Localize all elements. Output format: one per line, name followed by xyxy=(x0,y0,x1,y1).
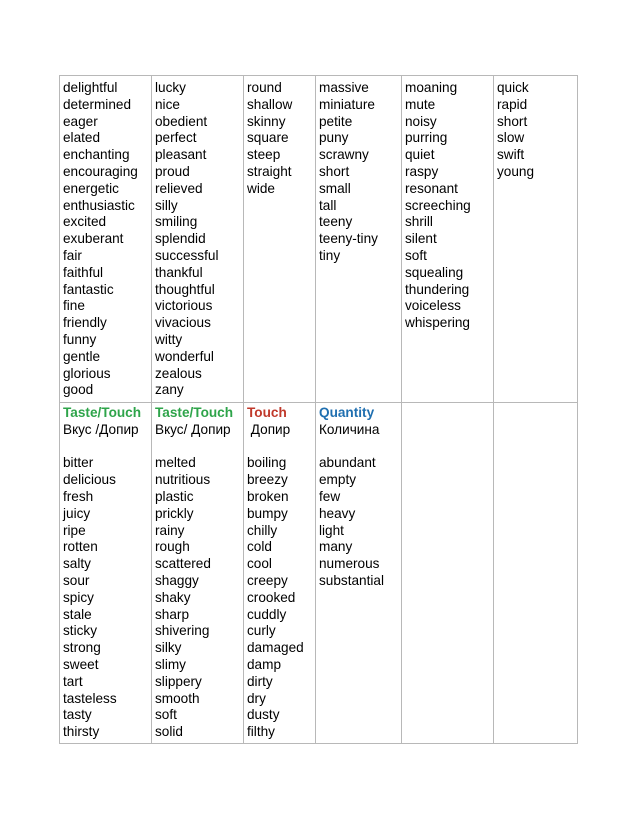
word: creepy xyxy=(247,572,288,588)
word: smiling xyxy=(155,214,198,230)
column-header: Quantity xyxy=(319,405,375,420)
word: many xyxy=(319,539,353,555)
word: faithful xyxy=(63,264,104,280)
word: short xyxy=(319,163,350,179)
cell-empty-2 xyxy=(494,403,578,744)
table-row xyxy=(60,403,578,744)
word: curly xyxy=(247,623,276,639)
word: melted xyxy=(155,455,196,471)
word: puny xyxy=(319,130,349,146)
cell-appearance-2 xyxy=(152,76,244,403)
word: tasteless xyxy=(63,690,117,706)
word: zany xyxy=(155,382,184,398)
word: quiet xyxy=(405,147,435,163)
word: chilly xyxy=(247,522,278,538)
word: slippery xyxy=(155,673,202,689)
word: massive xyxy=(319,80,369,95)
word: teeny xyxy=(319,214,353,230)
word: delightful xyxy=(63,80,118,95)
word: petite xyxy=(319,113,353,129)
word: excited xyxy=(63,214,107,230)
word: heavy xyxy=(319,505,356,521)
word: silent xyxy=(405,231,437,247)
word: nice xyxy=(155,96,180,112)
word: vivacious xyxy=(155,315,211,331)
word: soft xyxy=(155,707,177,723)
word: thirsty xyxy=(63,724,100,740)
word: obedient xyxy=(155,113,208,129)
word: shivering xyxy=(155,623,210,639)
word: salty xyxy=(63,556,91,572)
word: dusty xyxy=(247,707,280,723)
word: determined xyxy=(63,96,132,112)
word: fresh xyxy=(63,488,94,504)
word: tall xyxy=(319,197,337,213)
cell-appearance-1 xyxy=(60,76,152,403)
word: soft xyxy=(405,247,427,263)
word: breezy xyxy=(247,472,288,488)
column-subheader: Вкус /Допир xyxy=(63,421,139,437)
word: purring xyxy=(405,130,448,146)
word: exuberant xyxy=(63,231,124,247)
word: bumpy xyxy=(247,505,288,521)
word: light xyxy=(319,522,344,538)
word: fair xyxy=(63,247,82,263)
word: shaky xyxy=(155,589,191,605)
word: thankful xyxy=(155,264,203,280)
word: energetic xyxy=(63,180,119,196)
word: eager xyxy=(63,113,98,129)
word: screeching xyxy=(405,197,471,213)
word: cool xyxy=(247,556,272,572)
cell-size xyxy=(316,76,402,403)
word: witty xyxy=(155,331,183,347)
word: slow xyxy=(497,130,525,146)
word: thoughtful xyxy=(155,281,215,297)
cell-taste-touch-1 xyxy=(60,403,152,744)
word: strong xyxy=(63,640,101,656)
word: wide xyxy=(247,180,275,196)
word: damaged xyxy=(247,640,304,656)
word: swift xyxy=(497,147,525,163)
word: ripe xyxy=(63,522,86,538)
word: victorious xyxy=(155,298,213,314)
word: elated xyxy=(63,130,101,146)
word: abundant xyxy=(319,455,376,471)
column-header: Touch xyxy=(247,405,287,420)
word: enthusiastic xyxy=(63,197,135,213)
column-header: Taste/Touch xyxy=(155,405,234,420)
column-subheader: Допир xyxy=(247,421,291,437)
word: zealous xyxy=(155,365,202,381)
column-header: Taste/Touch xyxy=(63,405,142,420)
word: stale xyxy=(63,606,92,622)
word: pleasant xyxy=(155,147,207,163)
word: mute xyxy=(405,96,436,112)
word: shallow xyxy=(247,96,293,112)
word: enchanting xyxy=(63,147,130,163)
word: sweet xyxy=(63,656,99,672)
word: squealing xyxy=(405,264,464,280)
word: fine xyxy=(63,298,85,314)
word: delicious xyxy=(63,472,116,488)
word: resonant xyxy=(405,180,458,196)
word: nutritious xyxy=(155,472,211,488)
word: whispering xyxy=(405,315,470,331)
word: noisy xyxy=(405,113,437,129)
word: rough xyxy=(155,539,190,555)
word: moaning xyxy=(405,80,458,95)
word: straight xyxy=(247,163,292,179)
cell-sound xyxy=(402,76,494,403)
word: short xyxy=(497,113,528,129)
word: damp xyxy=(247,656,282,672)
adjectives-table xyxy=(59,75,578,744)
word: miniature xyxy=(319,96,375,112)
word: shrill xyxy=(405,214,433,230)
word: lucky xyxy=(155,80,186,95)
table-row xyxy=(60,76,578,403)
word: square xyxy=(247,130,289,146)
word: crooked xyxy=(247,589,296,605)
word: rainy xyxy=(155,522,185,538)
word: dry xyxy=(247,690,266,706)
word: sharp xyxy=(155,606,190,622)
word: successful xyxy=(155,247,219,263)
word: relieved xyxy=(155,180,203,196)
word: substantial xyxy=(319,572,384,588)
word: small xyxy=(319,180,351,196)
word: skinny xyxy=(247,113,286,129)
word: rotten xyxy=(63,539,98,555)
word: fantastic xyxy=(63,281,114,297)
word: sour xyxy=(63,572,90,588)
word: scrawny xyxy=(319,147,369,163)
word: scattered xyxy=(155,556,211,572)
word: prickly xyxy=(155,505,194,521)
word: dirty xyxy=(247,673,273,689)
word: funny xyxy=(63,331,97,347)
word: wonderful xyxy=(155,348,214,364)
column-subheader: Вкус/ Допир xyxy=(155,421,231,437)
word: solid xyxy=(155,724,183,740)
word: teeny-tiny xyxy=(319,231,378,247)
word: rapid xyxy=(497,96,528,112)
word: juicy xyxy=(63,505,91,521)
word: proud xyxy=(155,163,190,179)
word: quick xyxy=(497,80,529,95)
word: tart xyxy=(63,673,83,689)
cell-empty-1 xyxy=(402,403,494,744)
word: tasty xyxy=(63,707,92,723)
word: smooth xyxy=(155,690,200,706)
word: raspy xyxy=(405,163,439,179)
word: friendly xyxy=(63,315,107,331)
word: young xyxy=(497,163,535,179)
word: good xyxy=(63,382,94,398)
word: voiceless xyxy=(405,298,461,314)
word: numerous xyxy=(319,556,380,572)
word: gentle xyxy=(63,348,101,364)
word: slimy xyxy=(155,656,186,672)
cell-touch xyxy=(244,403,316,744)
word: thundering xyxy=(405,281,470,297)
word: shaggy xyxy=(155,572,199,588)
word: cold xyxy=(247,539,272,555)
word: few xyxy=(319,488,341,504)
word: empty xyxy=(319,472,357,488)
cell-quantity xyxy=(316,403,402,744)
word: splendid xyxy=(155,231,206,247)
word: sticky xyxy=(63,623,97,639)
cell-taste-touch-2 xyxy=(152,403,244,744)
word: broken xyxy=(247,488,289,504)
word: encouraging xyxy=(63,163,138,179)
word: silky xyxy=(155,640,182,656)
cell-shape xyxy=(244,76,316,403)
word: cuddly xyxy=(247,606,287,622)
word: tiny xyxy=(319,247,341,263)
word: plastic xyxy=(155,488,194,504)
word: boiling xyxy=(247,455,287,471)
word: bitter xyxy=(63,455,94,471)
word: perfect xyxy=(155,130,197,146)
cell-time xyxy=(494,76,578,403)
word: glorious xyxy=(63,365,111,381)
word: spicy xyxy=(63,589,94,605)
word: silly xyxy=(155,197,178,213)
word: filthy xyxy=(247,724,275,740)
column-subheader: Количина xyxy=(319,421,380,437)
word: steep xyxy=(247,147,281,163)
word: round xyxy=(247,80,282,95)
